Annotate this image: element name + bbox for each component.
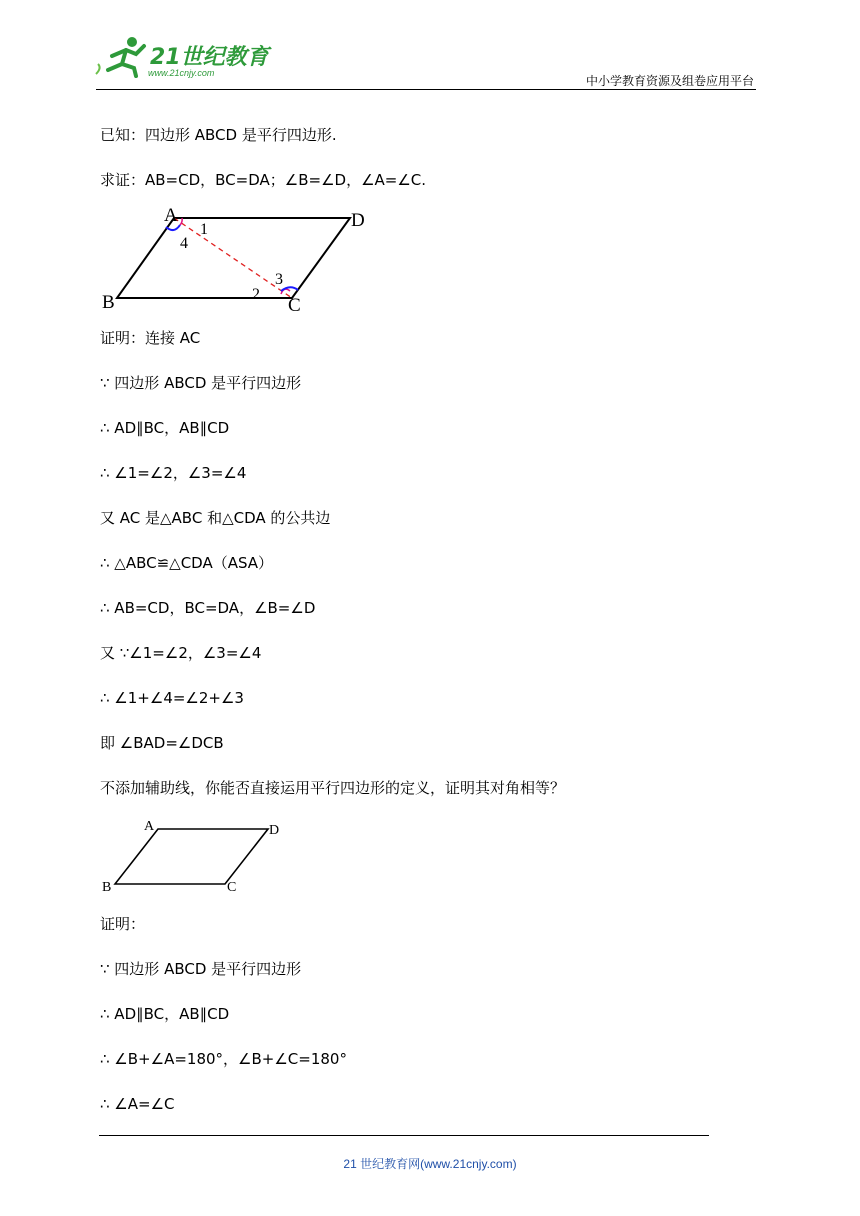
label-angle-1: 1 — [200, 221, 208, 238]
footer-divider — [99, 1135, 709, 1136]
logo-text: 21世纪教育 — [150, 45, 269, 70]
proof1-line-5: 又 AC 是△ABC 和△CDA 的公共边 — [100, 509, 331, 527]
header-tagline: 中小学教育资源及组卷应用平台 — [585, 74, 754, 88]
proof2-line-4: ∴ ∠B+∠A=180°，∠B+∠C=180° — [100, 1050, 347, 1068]
parallelogram-figure-1 — [98, 202, 378, 314]
footer-link[interactable]: 21 世纪教育网(www.21cnjy.com) — [343, 1157, 517, 1171]
parallelogram-abcd — [117, 218, 350, 298]
proof2-line-3: ∴ AD∥BC，AB∥CD — [100, 1005, 230, 1023]
proof1-line-7: ∴ AB=CD，BC=DA，∠B=∠D — [100, 599, 316, 617]
proof2-line-5: ∴ ∠A=∠C — [100, 1095, 175, 1113]
label-D: D — [351, 210, 365, 231]
label-C-2: C — [227, 880, 237, 895]
label-A-2: A — [144, 819, 155, 834]
proof1-line-3: ∴ AD∥BC，AB∥CD — [100, 419, 230, 437]
label-A: A — [164, 205, 178, 226]
prove-statement: 求证：AB=CD，BC=DA；∠B=∠D，∠A=∠C. — [100, 171, 427, 189]
proof1-line-1: 证明：连接 AC — [100, 329, 201, 347]
proof2-line-1: 证明： — [100, 915, 146, 933]
label-C: C — [288, 295, 301, 314]
question-2: 不添加辅助线，你能否直接运用平行四边形的定义，证明其对角相等？ — [100, 779, 566, 797]
parallelogram-figure-2 — [98, 812, 294, 898]
proof1-line-8: 又 ∵∠1=∠2，∠3=∠4 — [100, 644, 262, 662]
header-divider — [96, 89, 756, 90]
logo-url: www.21cnjy.com — [148, 68, 215, 78]
site-logo — [92, 34, 272, 80]
parallelogram-abcd-2 — [115, 829, 268, 884]
label-D-2: D — [269, 823, 280, 838]
proof1-line-9: ∴ ∠1+∠4=∠2+∠3 — [100, 689, 244, 707]
label-angle-2: 2 — [252, 286, 260, 303]
proof1-line-4: ∴ ∠1=∠2，∠3=∠4 — [100, 464, 247, 482]
label-angle-4: 4 — [180, 235, 188, 252]
proof1-line-6: ∴ △ABC≌△CDA（ASA） — [100, 554, 274, 572]
label-angle-3: 3 — [275, 271, 283, 288]
proof1-line-10: 即 ∠BAD=∠DCB — [100, 734, 224, 752]
runner-icon — [96, 37, 144, 76]
label-B: B — [102, 292, 115, 313]
proof1-line-2: ∵ 四边形 ABCD 是平行四边形 — [100, 374, 302, 392]
given-statement: 已知：四边形 ABCD 是平行四边形. — [100, 126, 337, 144]
label-B-2: B — [102, 880, 112, 895]
proof2-line-2: ∵ 四边形 ABCD 是平行四边形 — [100, 960, 302, 978]
